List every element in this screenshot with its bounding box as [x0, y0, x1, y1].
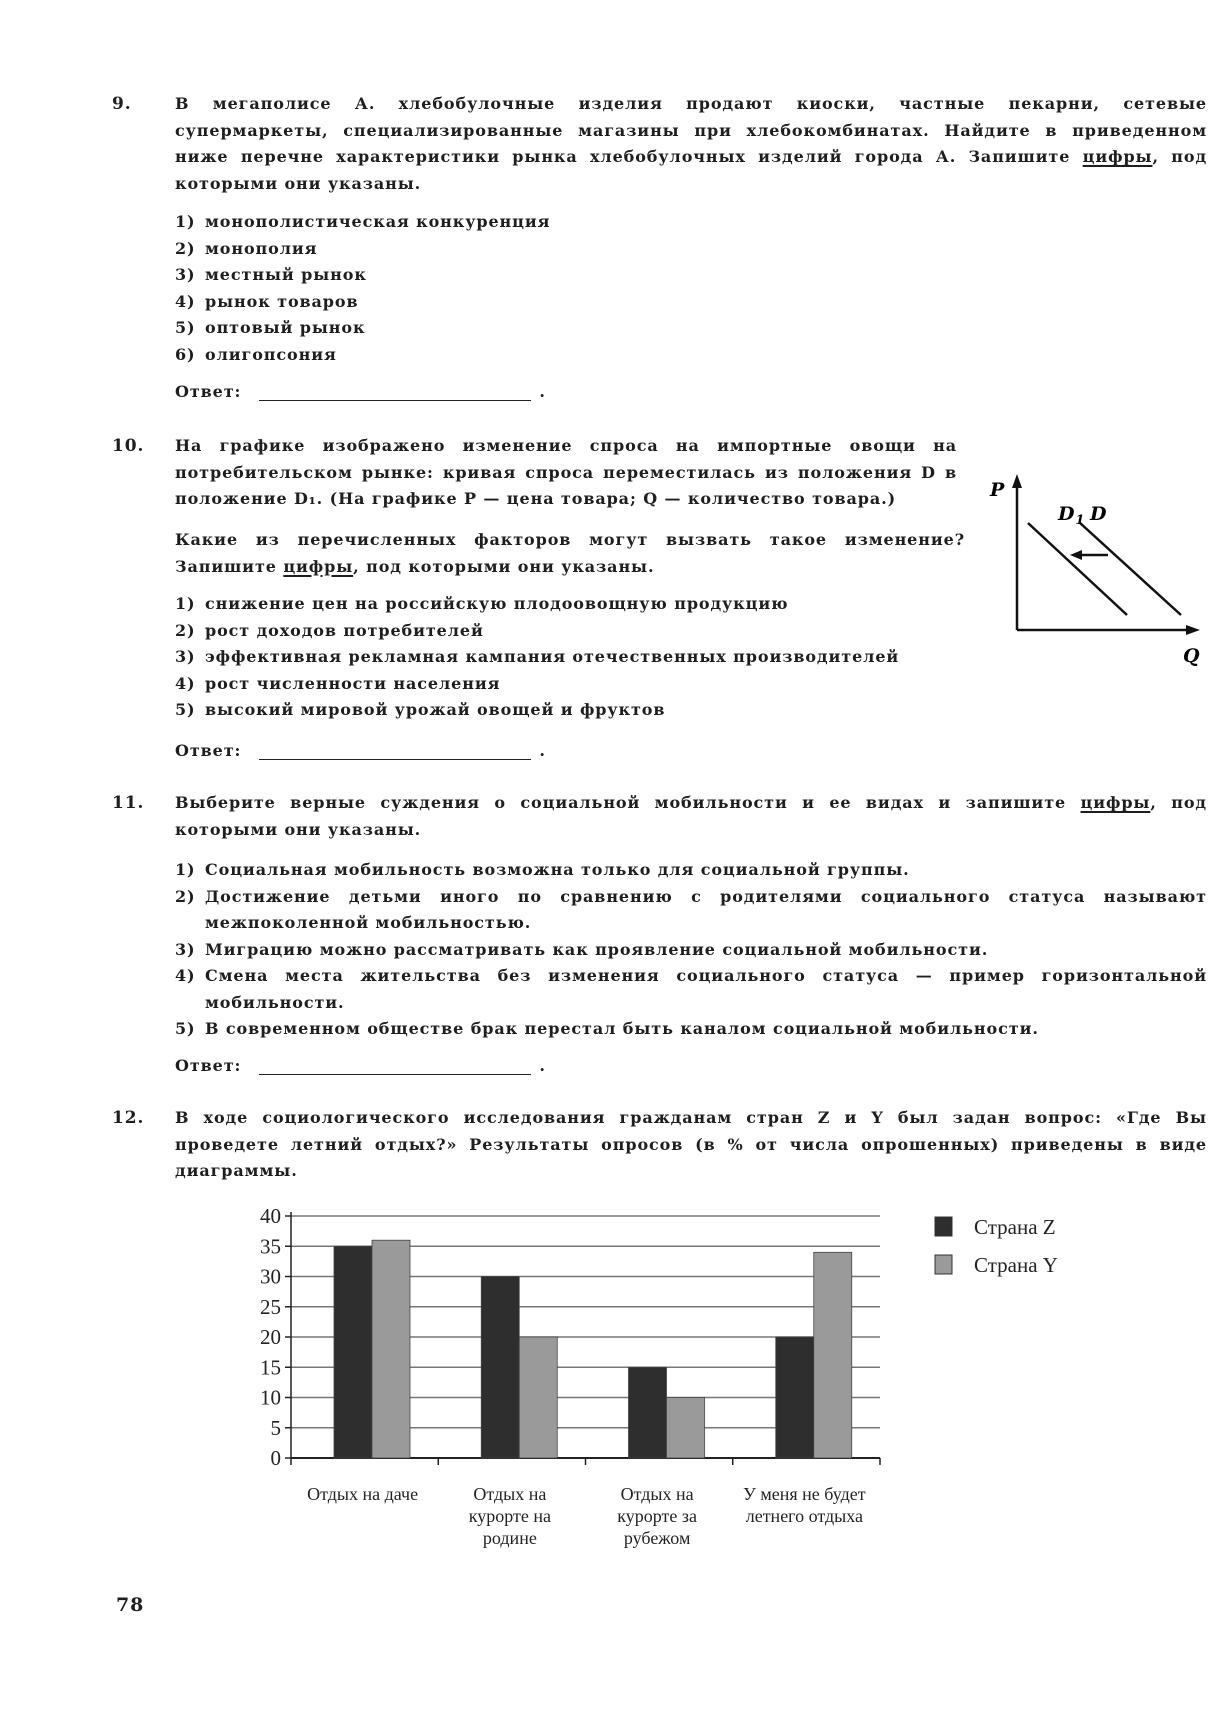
bar-y	[519, 1337, 557, 1458]
answer-dot: .	[539, 382, 546, 401]
q11-text-end: , под которыми они указаны.	[175, 793, 1207, 839]
category-label: курорте за	[617, 1506, 697, 1526]
option-item	[175, 884, 1207, 937]
category-label: рубежом	[623, 1528, 691, 1548]
category-label: Отдых на	[473, 1484, 547, 1504]
bar-z	[629, 1367, 667, 1458]
p-label: P	[990, 479, 1006, 501]
option-number: 6)	[175, 344, 196, 364]
y-tick-label: 10	[260, 1385, 281, 1410]
shift-arrowhead	[1070, 550, 1082, 560]
question-11-text	[175, 790, 1207, 843]
option-number: 2)	[175, 238, 196, 258]
option-text: снижение цен на российскую плодоовощную продукцию	[205, 594, 789, 613]
option-text: Социальная мобильность возможна только для социальной группы.	[205, 860, 910, 879]
bar-z	[776, 1337, 814, 1458]
q9-emphasis: цифры	[1082, 147, 1153, 166]
option-number: 1)	[175, 212, 196, 231]
option-item	[175, 289, 550, 316]
question-11-options	[175, 857, 1207, 1043]
option-number: 5)	[175, 1019, 196, 1038]
option-number: 3)	[175, 265, 196, 284]
answer-field[interactable]	[259, 382, 531, 401]
q9-text-start: В мегаполисе А. хлебобулочные изделия продают киоски, частные пекарни, сетевые супермаркеты, специализированные магазины при хлебокомбинатах. Найдите в приведенном ниже перечне характеристики рынка хлебобулочных изделий города А. Запишите	[175, 94, 1207, 166]
bar-y	[372, 1240, 410, 1458]
option-text: монополия	[205, 238, 318, 258]
answer-field[interactable]	[259, 1056, 531, 1075]
option-text: эффективная рекламная кампания отечественных производителей	[205, 647, 900, 666]
category-label: летнего отдыха	[745, 1506, 864, 1526]
demand-curve-d1	[1028, 523, 1127, 615]
option-number: 1)	[175, 594, 196, 613]
bar-z	[334, 1246, 372, 1458]
demand-shift-graph	[970, 460, 1210, 680]
option-number: 2)	[175, 886, 196, 906]
page-number: 78	[116, 1594, 145, 1616]
q11-emphasis: цифры	[1080, 793, 1151, 812]
question-12-number: 12.	[112, 1108, 145, 1128]
legend-swatch	[935, 1255, 952, 1274]
y-tick-label: 40	[260, 1204, 281, 1228]
question-12-text: В ходе социологического исследования гражданам стран Z и Y был задан вопрос: «Где Вы проведете летний отдых?» Результаты опросов (в % от числа опрошенных) приведены в виде диаграммы.	[175, 1108, 1207, 1180]
demand-curve-d	[1080, 523, 1181, 615]
question-10-question	[175, 527, 965, 580]
option-item	[175, 857, 1207, 884]
question-9-text	[175, 91, 1207, 197]
option-number: 4)	[175, 291, 196, 311]
option-text: Смена места жительства без изменения социального статуса — пример горизонтальной мобильности.	[205, 966, 1207, 1012]
question-11-number: 11.	[112, 793, 145, 813]
option-item	[175, 236, 550, 263]
option-number: 4)	[175, 966, 196, 985]
option-item	[175, 209, 550, 236]
legend-swatch	[935, 1217, 952, 1236]
option-number: 5)	[175, 700, 196, 719]
option-item	[175, 1016, 1207, 1043]
option-item	[175, 262, 550, 289]
option-number: 3)	[175, 939, 196, 959]
option-item	[175, 644, 899, 671]
option-text: высокий мировой урожай овощей и фруктов	[205, 700, 666, 719]
answer-label: Ответ:	[175, 1056, 242, 1075]
bar-z	[481, 1277, 519, 1459]
option-item	[175, 963, 1207, 1016]
option-text: рынок товаров	[205, 291, 359, 311]
category-label: Отдых на даче	[307, 1484, 419, 1504]
bar-y	[814, 1252, 852, 1458]
question-9-answer	[175, 382, 546, 401]
option-text: местный рынок	[205, 265, 367, 284]
answer-dot: .	[539, 741, 546, 760]
option-item	[175, 937, 1207, 964]
option-number: 5)	[175, 318, 196, 337]
option-text: Миграцию можно рассматривать как проявление социальной мобильности.	[205, 939, 989, 959]
category-label: курорте на	[468, 1506, 551, 1526]
option-item	[175, 342, 550, 369]
answer-dot: .	[539, 1056, 546, 1075]
option-text: олигопсония	[205, 344, 337, 364]
question-11-answer	[175, 1056, 546, 1075]
q10-text-1: На графике изображено изменение спроса на импортные овощи на потребительском рынке: кривая спроса переместилась из положения D в положение D₁. (На графике P — цена товара; Q — количество товара.)	[175, 436, 957, 508]
option-text: оптовый рынок	[205, 318, 366, 337]
y-tick-label: 35	[260, 1234, 281, 1259]
y-tick-label: 15	[260, 1355, 281, 1380]
option-number: 1)	[175, 860, 196, 879]
option-item	[175, 671, 899, 698]
y-tick-label: 25	[260, 1294, 281, 1319]
category-label: Отдых на	[620, 1484, 694, 1504]
y-tick-label: 20	[260, 1325, 281, 1349]
answer-label: Ответ:	[175, 741, 242, 760]
option-text: В современном обществе брак перестал быть каналом социальной мобильности.	[205, 1019, 1039, 1038]
question-10-number: 10.	[112, 436, 145, 456]
d1-label: $D_1$	[1058, 503, 1086, 528]
option-item	[175, 618, 899, 645]
option-item	[175, 591, 899, 618]
vacation-bar-chart	[0, 1190, 1216, 1570]
legend-label: Страна Z	[974, 1215, 1056, 1239]
option-number: 2)	[175, 620, 196, 640]
option-text: монополистическая конкуренция	[205, 212, 551, 231]
d-label: D	[1090, 503, 1108, 525]
category-label: У меня не будет	[743, 1484, 866, 1504]
q11-text-start: Выберите верные суждения о социальной мобильности и ее видах и запишите	[175, 793, 1081, 812]
p-axis-arrowhead	[1012, 474, 1022, 488]
q10-text-end: , под которыми они указаны.	[353, 556, 655, 576]
option-text: рост доходов потребителей	[205, 620, 484, 640]
answer-field[interactable]	[259, 741, 531, 760]
option-text: рост численности населения	[205, 673, 501, 693]
category-label: родине	[482, 1528, 537, 1548]
y-tick-label: 30	[260, 1264, 281, 1289]
y-tick-label: 5	[270, 1415, 281, 1440]
question-9-number: 9.	[112, 94, 132, 114]
option-item	[175, 315, 550, 342]
answer-label: Ответ:	[175, 382, 242, 401]
q9-text-end: , под которыми они указаны.	[175, 147, 1208, 193]
option-number: 3)	[175, 647, 196, 666]
q-label: Q	[1183, 645, 1201, 667]
q10-emphasis: цифры	[283, 556, 354, 576]
legend-label: Страна Y	[974, 1253, 1058, 1277]
question-10-answer	[175, 741, 546, 760]
question-9-options	[175, 209, 550, 368]
question-10-options	[175, 591, 899, 724]
q-axis-arrowhead	[1186, 625, 1200, 635]
option-item	[175, 697, 899, 724]
option-text: Достижение детьми иного по сравнению с родителями социального статуса называют межпоколенной мобильностью.	[205, 886, 1207, 932]
q10-text-start: Какие из перечисленных факторов могут вызвать такое изменение? Запишите	[175, 530, 965, 576]
bar-y	[667, 1398, 705, 1459]
y-tick-label: 0	[270, 1446, 281, 1470]
option-number: 4)	[175, 673, 196, 693]
